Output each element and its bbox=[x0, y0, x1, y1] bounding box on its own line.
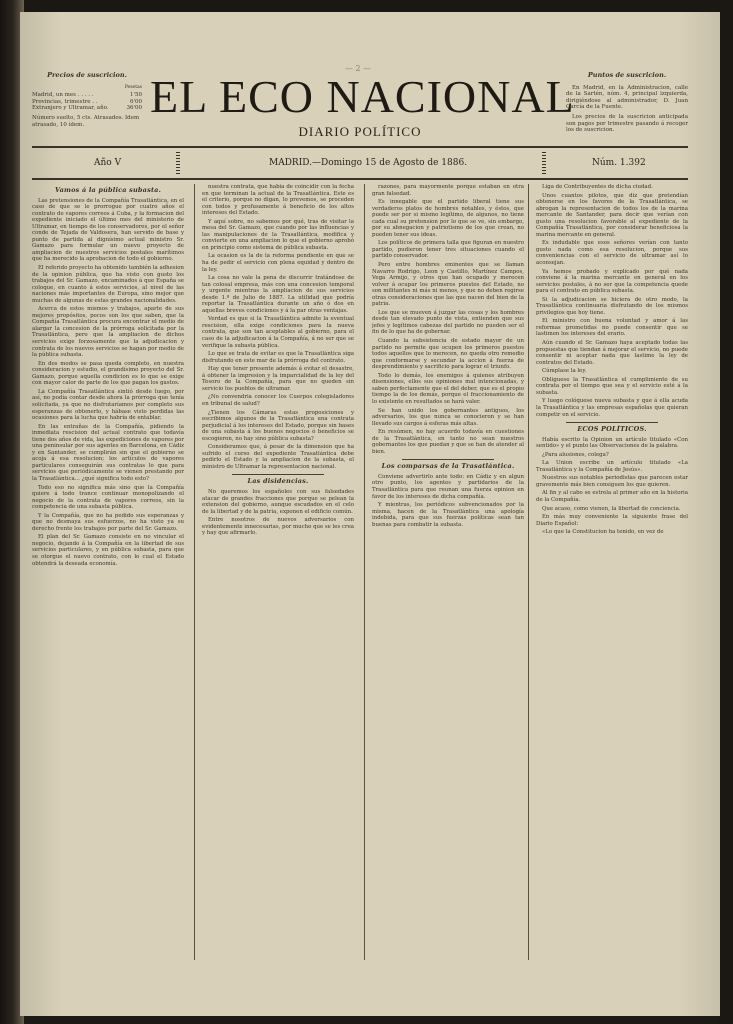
article-columns bbox=[32, 184, 688, 960]
article-paragraph: En resúmen, no hay acuerdo todavía en cuestiones de la Trasatlántica, en tanto no sean nuestros gobernantes los que puedan y que se han de atender al bien. bbox=[372, 429, 524, 455]
article-paragraph: Es indudable que esos señores verían con tanto gusto nada como esa resolucion, porque sus conveniencias con el servicio de ultramar así lo aconsejan. bbox=[536, 240, 688, 267]
article-paragraph: ¿Tienen los Cámaras estas proposiciones y escribimos algunos de la Trasatlántica una contrata perjudicial á los intereses del Estado, porque sin bases de una subasta á los buenos negocios ó beneficios se escogieron, no hay sino pública subasta? bbox=[202, 409, 354, 442]
scan-right-edge bbox=[719, 0, 733, 1024]
article-paragraph: El referido proyecto ha obtenido también la adhesion de la opinion pública, que ha visto con gusto los trabajos del Sr. Gamazo, encaminados á que España se coloque, en cuanto á estos servicios, al nivel de las naciones más importantes de Europa, sino mejor que muchas de algunas de estas grandes nacionalidades. bbox=[32, 265, 184, 304]
dateline bbox=[32, 150, 688, 176]
article-paragraph: Obliguese la Trasatlántica el cumplimiento de su contrata por el tiempo que sea y el servicio esté á la subasta. bbox=[536, 376, 688, 396]
article-paragraph: Verdad es que si la Trasatlántica admite la eventual rescision, ella exige condiciones para la nueva contrata, que son tan aceptables al gobierno, para el caso de la adjudicacion á la Compañía, á no ser que se verifique la subasta pública. bbox=[202, 316, 354, 349]
article-paragraph: Las pretensiones de la Compañía Trasatlántica, en el caso de que se le prorrogue por cuatro años el contrato de vapores correos á Cuba, y la formacion del expediente iniciado el último mes del ministerio de Ultramar, en tiempo de los conservadores, por el señor conde de Tejada de Valdosera, han servido de base y punto de partida al dignísimo actual ministro Sr. Gamazo para formular un nuevo proyecto de ampliacion de nuestros servicios postales marítimos que ha merecido la aprobacion de todo el gobierno. bbox=[32, 197, 184, 263]
article-paragraph: Ya hemos probado y explicado por qué nada conviene á la marina mercante en general en los servicios postales, á no ser que la competencia quede para el contrato en pública subasta. bbox=[536, 268, 688, 295]
article-paragraph: En más muy conveniente la siguiente frase del Diario Español: bbox=[536, 514, 688, 527]
column-3 bbox=[372, 184, 524, 960]
column-4 bbox=[536, 184, 688, 960]
article-paragraph: ¿No convendria conocer los Cuerpos colegisladores en tribunal de salud? bbox=[202, 394, 354, 407]
subscription-prices bbox=[32, 72, 142, 128]
issue-date: MADRID.—Domingo 15 de Agosto de 1886. bbox=[269, 158, 468, 168]
article-paragraph: La ocasion es la de la reforma pendiente en que se ha de pedir el servicio con plena equidad y dentro de la ley. bbox=[202, 253, 354, 273]
subscription-points-text: En Madrid, en la Administracion, calle de la Sartén, núm. 4, principal izquierda, dirigiéndose al administrador, D. Juan García de la Fuente. bbox=[566, 84, 688, 111]
price-label: Extranjero y Ultramar, año. bbox=[32, 105, 109, 112]
column-1 bbox=[32, 184, 184, 960]
article-heading: Los comparsas de la Trasatlántica. bbox=[381, 462, 515, 471]
price-value: 1'50 bbox=[129, 92, 142, 99]
article-paragraph: Todo lo demás, los enemigos á quienes atribuyen disensiones, ellos sus opiniones mal intencionadas, y saben perfectamente que el del deber, que es el propio tiempo la de los demás, porque el fraccionamiento de lo existente en resultados se hará valer. bbox=[372, 372, 524, 405]
article-paragraph: Entre nosotros de nuevos adversarios con evidentemente innecesarias, por mucho que se les crea y hay que afirmarlo. bbox=[202, 517, 354, 537]
article-paragraph: Lo que se trata de evitar es que la Trasatlántica siga disfrutando en este mar de la prórroga del contrato. bbox=[202, 351, 354, 364]
newspaper-title: EL ECO NACIONAL bbox=[150, 71, 575, 122]
column-divider bbox=[364, 184, 365, 960]
single-issue-price: Número suelto, 5 cts. Atrasados. Idem atrasado, 10 ídem. bbox=[32, 114, 140, 128]
issue-year: Año V bbox=[94, 158, 122, 168]
article-paragraph: Y luego colóquese nueva subasta y que á ella acuda la Trasatlántica y las empresas españolas que quieran competir en el servicio. bbox=[536, 398, 688, 418]
subscription-points-heading: Puntos de suscricion. bbox=[587, 71, 667, 79]
article-paragraph: Y la Compañía, que no ha pedido sus esperanzas y que no desmaya sus esfuerzos, no ha visto ya su derecho frente los trabajos por parte del Sr. Gamazo. bbox=[32, 512, 184, 532]
article-paragraph: En dos modos se pasa queda completo, en nuestra consideracion y estudio, el grandísimo proyecto del Sr. Gamazo, porque aquella condicion es lo que se exige con mayor calor de parte de los que pagan los gastos. bbox=[32, 360, 184, 387]
price-value: 36'00 bbox=[126, 105, 142, 112]
article-paragraph: Había escrito la Opinion un artículo titulado «Con sentido» y el punto las Observaciones de la palabra. bbox=[536, 436, 688, 450]
column-2 bbox=[202, 184, 354, 960]
article-paragraph: Los que se mueven á juzgar las cosas y los hombres desde tan elevado punto de vista, entienden que sus jefes y legítimos cabezas del partido no pueden ser el fin de lo que ha de gobernar. bbox=[372, 309, 524, 336]
subscription-points-text: Los precios de la suscricion anticipada son pagos por trimestre pasando á recoger los de suscricion. bbox=[566, 113, 688, 134]
article-paragraph: No queremos los españoles con sus falsedades atacar de grandes fracciones que porque se pelean la extension del gobierno, aunque escudados en el celo de la libertad y de la patria, exponen el edificio común. bbox=[202, 488, 354, 515]
column-divider bbox=[528, 184, 529, 960]
price-label: Madrid, un mes . . . . . bbox=[32, 92, 94, 99]
article-paragraph: Y aquí sobre, no sabemos por qué, tras de visitar la mesa del Sr. Gamazo, que cuando por las influencias y las manipulaciones de la Trasatlántica, modifica y convierte en una ampliacion lo que el gobierno aprobó en principio como sistema de pública subasta. bbox=[202, 218, 354, 251]
article-paragraph: La cosa no vale la pena de discurrir tratándose de tan colosal empresa, más con una concesion temporal y urgente mientras la ampliacion de sus servicios desde 1.º de Julio de 1887. La utilidad que podría reportar la Trasatlántica durante un año ó dos en aquellas breves condiciones y á la par otras ventajas. bbox=[202, 275, 354, 314]
ornament-divider bbox=[542, 152, 546, 174]
article-paragraph: Al fin y al cabo se estrela al primer año en la historia de la Compañía. bbox=[536, 490, 688, 503]
article-paragraph: Todo eso no significa más sino que la Compañía quiere á todo trance continuar monopolizando el negocio de la contrata de vapores correos, sin la competencia de una subasta pública. bbox=[32, 484, 184, 511]
subscription-points bbox=[566, 72, 688, 137]
column-divider bbox=[194, 184, 195, 960]
article-paragraph: Nuestros sus notables periodistas que parecen estar gravemente más bien consiguen los que quieren. bbox=[536, 475, 688, 488]
article-paragraph: Unos cuantos pilotos, que diz que pretendían obtenerse en los favores de la Trasatlántica, se abrogan la representacion de todos los de la marina mercante de Santander, para decir que verían con gusto una resolucion favorable al expediente de la Compañía Trasatlántica, por considerar beneficiosa la marina mercante en general. bbox=[536, 192, 688, 238]
newspaper-subtitle: DIARIO POLÍTICO bbox=[298, 124, 422, 139]
article-paragraph: La Compañía Trasatlántica sintió desde luego, por así, no podía contar desde ahora la prórroga que tenía solicitada, ya que no disfrutaríamos por completo sus esperanzas de obtenerlo, y hábase visto perdidas las ocasiones para la lucha que habría de entablar. bbox=[32, 388, 184, 422]
article-paragraph: Hay que tener presente además á evitar el desastre, á obtener la impresion y la imparcialidad de la ley del Tesoro de la Compañía, para que no queden sin servicio los pueblos de ultramar. bbox=[202, 366, 354, 392]
dateline-rule bbox=[32, 178, 688, 180]
header-rule bbox=[32, 146, 688, 148]
article-paragraph: razones, para mayormente porque estaban en otra gran falsedad. bbox=[372, 184, 524, 197]
subscription-prices-heading: Precios de suscricion. bbox=[47, 71, 127, 79]
article-separator bbox=[402, 459, 493, 460]
article-paragraph: El ministro con buena voluntad y amor á las reformas prometidas no puede consentir que se lastimen los intereses del erario. bbox=[536, 318, 688, 338]
article-paragraph: «Lo que la Constitucion ha tenido, en vez de bbox=[542, 529, 664, 536]
article-paragraph: Acerca de estos mismos y trabajos, aparte de sus mejores propósitos, pocos son los que saben, que la Compañía Trasatlántica procura encontrar el medio de alargar la concesion de la prórroga solicitada por la Trasatlántica, pero que la ampliacion de dichos servicios exige forzosamente que la adjudicacion y contrata de los nuevos servicios se hagan por medio de la pública subasta. bbox=[32, 306, 184, 359]
price-row bbox=[32, 105, 142, 112]
article-separator bbox=[232, 474, 323, 475]
article-paragraph: Los políticos de primera talla que figuran en nuestro partido, pudieron tener tres situaciones cuando el partido conservador. bbox=[372, 240, 524, 260]
article-paragraph: ¿Para alusiones, colega? bbox=[542, 451, 609, 458]
article-paragraph: Que acaso, como vienen, la libertad de conciencia. bbox=[542, 505, 681, 512]
price-label: Provincias, trimestre . . bbox=[32, 98, 98, 105]
ornament-divider bbox=[176, 152, 180, 174]
article-paragraph: Cúmplase la ley. bbox=[542, 368, 587, 375]
article-paragraph: nuestra contrata, que habia de coincidir con la fecha en que terminan la actual de la Trasatlántica. Este es el criterio, porque no digan, lo prevemos, se proceden con todos y profusamente á beneficio de los altos intereses del Estado. bbox=[202, 184, 354, 217]
page-marker: — 2 — bbox=[345, 64, 372, 73]
issue-number: Núm. 1.392 bbox=[592, 158, 646, 168]
article-paragraph: Consideramos que, á pesar de la dimension que ha sufrido el curso del expediente Trasatlántica debe pedirlo el Estado y la ampliacion de la subasta, el ministro de Ultramar la representacion nacional. bbox=[202, 444, 354, 470]
article-paragraph: Y mientras, los periódicos subvencionados por la misma, hacen de la Trasatlántica una apología indebida, para que sus fuerzas políticas sean tan buenas para combatir la subasta. bbox=[372, 502, 524, 528]
article-paragraph: Liga de Contribuyentes de dicha ciudad. bbox=[542, 184, 653, 190]
article-heading: Las disidencias. bbox=[247, 477, 309, 486]
price-row bbox=[32, 92, 142, 99]
article-paragraph: En las entrañas de la Compañía, pidiendo la inmediata rescision del actual contrato que todavía tiene dos años de vida, las expediciones de vapores por una peninsular por sus agentes en Barcelona, en Cádiz y en Santander, se cumplirán sin que el gobierno se acoja á esa resolucion; los artículos de vapores particulares conseguirán sus contratas lo que para servicios que periódicamente se vienen prestando por la Trasatlántica... ¿qué significa todo esto? bbox=[32, 423, 184, 482]
article-paragraph: El plan del Sr. Gamazo consiste en no vincular el negocio, dejando á la Compañía en la libertad de sus servicios particulares, y en pública subasta, para que se otorgue el nuevo contrato, con lo cual el Estado obtendrá la deseada economía. bbox=[32, 534, 184, 567]
price-value: 6'00 bbox=[129, 98, 142, 105]
article-paragraph: Pero entre hombres eminentes que se llaman Navarro Rodrigo, Leon y Castillo, Martínez Campos, Vega Armijo, y otros que han ocupado y merecen volver á ocupar los primeros puestos del Estado, no son militantes ni más ni menos, y que no deben regirse otras consideraciones que las que nacen del bien de la patria. bbox=[372, 262, 524, 308]
price-column-head: Pesetas bbox=[124, 84, 142, 90]
article-paragraph: Aún cuando el Sr. Gamazo haya aceptado todas las propuestas que tiendan á mejorar el servicio, no puede consentir ni aceptar nada que lastime la ley de contratos del Estado. bbox=[536, 340, 688, 366]
article-heading: Vamos á la pública subasta. bbox=[54, 186, 162, 194]
article-paragraph: Se han unido los gobernantes antiguos, los adversarios, los que nunca se conocieron y se han llevado sus cargos á esferas más altas. bbox=[372, 407, 524, 427]
article-paragraph: Es innegable que el partido liberal tiene sus verdaderos platos de hombres notables, y éstos, que puede ser por si mismo legítimo, de algunos, no tiene cada cual su pretension por lo que se ve, sin embargo, por su abnegacion y patriotismo de los que crean, no pueden tener sus ideas. bbox=[372, 199, 524, 238]
article-paragraph: Conviene advertirlo ante todo: en Cádiz y en algun otro punto, los agentes y partidarios de la Trasatlántica para que reunan una fuerza opinion en favor de los intereses de dicha compañía. bbox=[372, 473, 524, 500]
article-paragraph: Cuando la subsistencia de estado mayor de un partido no permite que ocupen los primeros puestos todos aquellos que lo merecen, no queda otro remedio que conformarse y secundar la accion á fuerza de desprendimiento y sacrificio para lograr el triunfo. bbox=[372, 338, 524, 371]
article-paragraph: Si la adjudicacion se hiciera de otro modo, la Trasatlántica continuaría disfrutando de los mismos privilegios que hoy tiene. bbox=[536, 296, 688, 316]
article-heading: ECOS POLÍTICOS. bbox=[577, 425, 647, 434]
article-paragraph: La Union escribe un artículo titulado «La Trasatlántica y la Compañía de Jesús». bbox=[536, 460, 688, 473]
article-separator bbox=[566, 422, 657, 423]
